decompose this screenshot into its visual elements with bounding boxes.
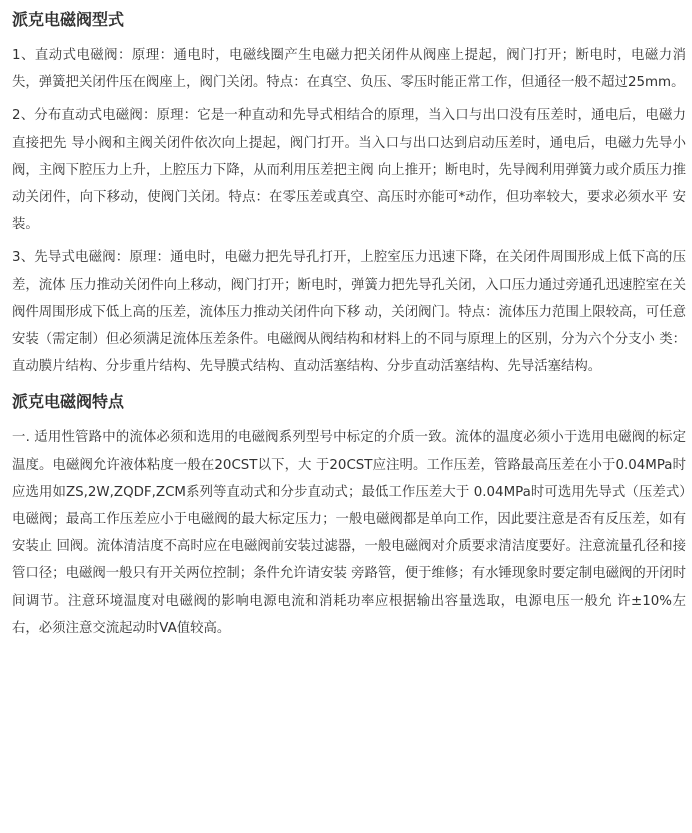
paragraph-direct-acting: 1、直动式电磁阀：原理：通电时，电磁线圈产生电磁力把关闭件从阀座上提起，阀门打开；断电时，电磁力消失，弹簧把关闭件压在阀座上，阀门关闭。特点：在真空、负压、零压时能正常工作，但通径一般不超过25mm。: [12, 48, 686, 91]
paragraph-step-direct-acting: 2、分布直动式电磁阀：原理：它是一种直动和先导式相结合的原理，当入口与出口没有压差时，通电后，电磁力直接把先 导小阀和主阀关闭件依次向上提起，阀门打开。当入口与出口达到启动压差时，通电后，电磁力先导小阀，主阀下腔压力上升，上腔压力下降，从而利用压差把主阀 向上推开；断电时，先导阀利用弹簧力或介质压力推动关闭件，向下移动，使阀门关闭。特点：在零压差或真空、高压时亦能可*动作，但功率较大，要求必须水平 安装。: [12, 108, 686, 233]
paragraph-applicability: 一. 适用性管路中的流体必须和选用的电磁阀系列型号中标定的介质一致。流体的温度必须小于选用电磁阀的标定温度。电磁阀允许液体粘度一般在20CST以下，大 于20CST应注明。工作压差，管路最高压差在小于0.04MPa时应选用如ZS,2W,ZQDF,ZCM系列等直动式和分步直动式；最低工作压差大于 0.04MPa时可选用先导式（压差式）电磁阀；最高工作压差应小于电磁阀的最大标定压力；一般电磁阀都是单向工作，因此要注意是否有反压差，如有安装止 回阀。流体清洁度不高时应在电磁阀前安装过滤器，一般电磁阀对介质要求清洁度要好。注意流量孔径和接管口径；电磁阀一般只有开关两位控制；条件允许请安装 旁路管，便于维修；有水锤现象时要定制电磁阀的开闭时间调节。注意环境温度对电磁阀的影响电源电流和消耗功率应根据输出容量选取，电源电压一般允 许±10%左右，必须注意交流起动时VA值较高。: [12, 430, 686, 636]
paragraph-pilot-operated: 3、先导式电磁阀：原理：通电时，电磁力把先导孔打开，上腔室压力迅速下降，在关闭件周围形成上低下高的压差，流体 压力推动关闭件向上移动，阀门打开；断电时，弹簧力把先导孔关闭，入口压力通过旁通孔迅速腔室在关阀件周围形成下低上高的压差，流体压力推动关闭件向下移 动，关闭阀门。特点：流体压力范围上限较高，可任意安装（需定制）但必须满足流体压差条件。电磁阀从阀结构和材料上的不同与原理上的区别，分为六个分支小 类：直动膜片结构、分步重片结构、先导膜式结构、直动活塞结构、分步直动活塞结构、先导活塞结构。: [12, 250, 686, 375]
section-title-features: 派克电磁阀特点: [12, 392, 125, 412]
section-title-types: 派克电磁阀型式: [12, 10, 125, 29]
